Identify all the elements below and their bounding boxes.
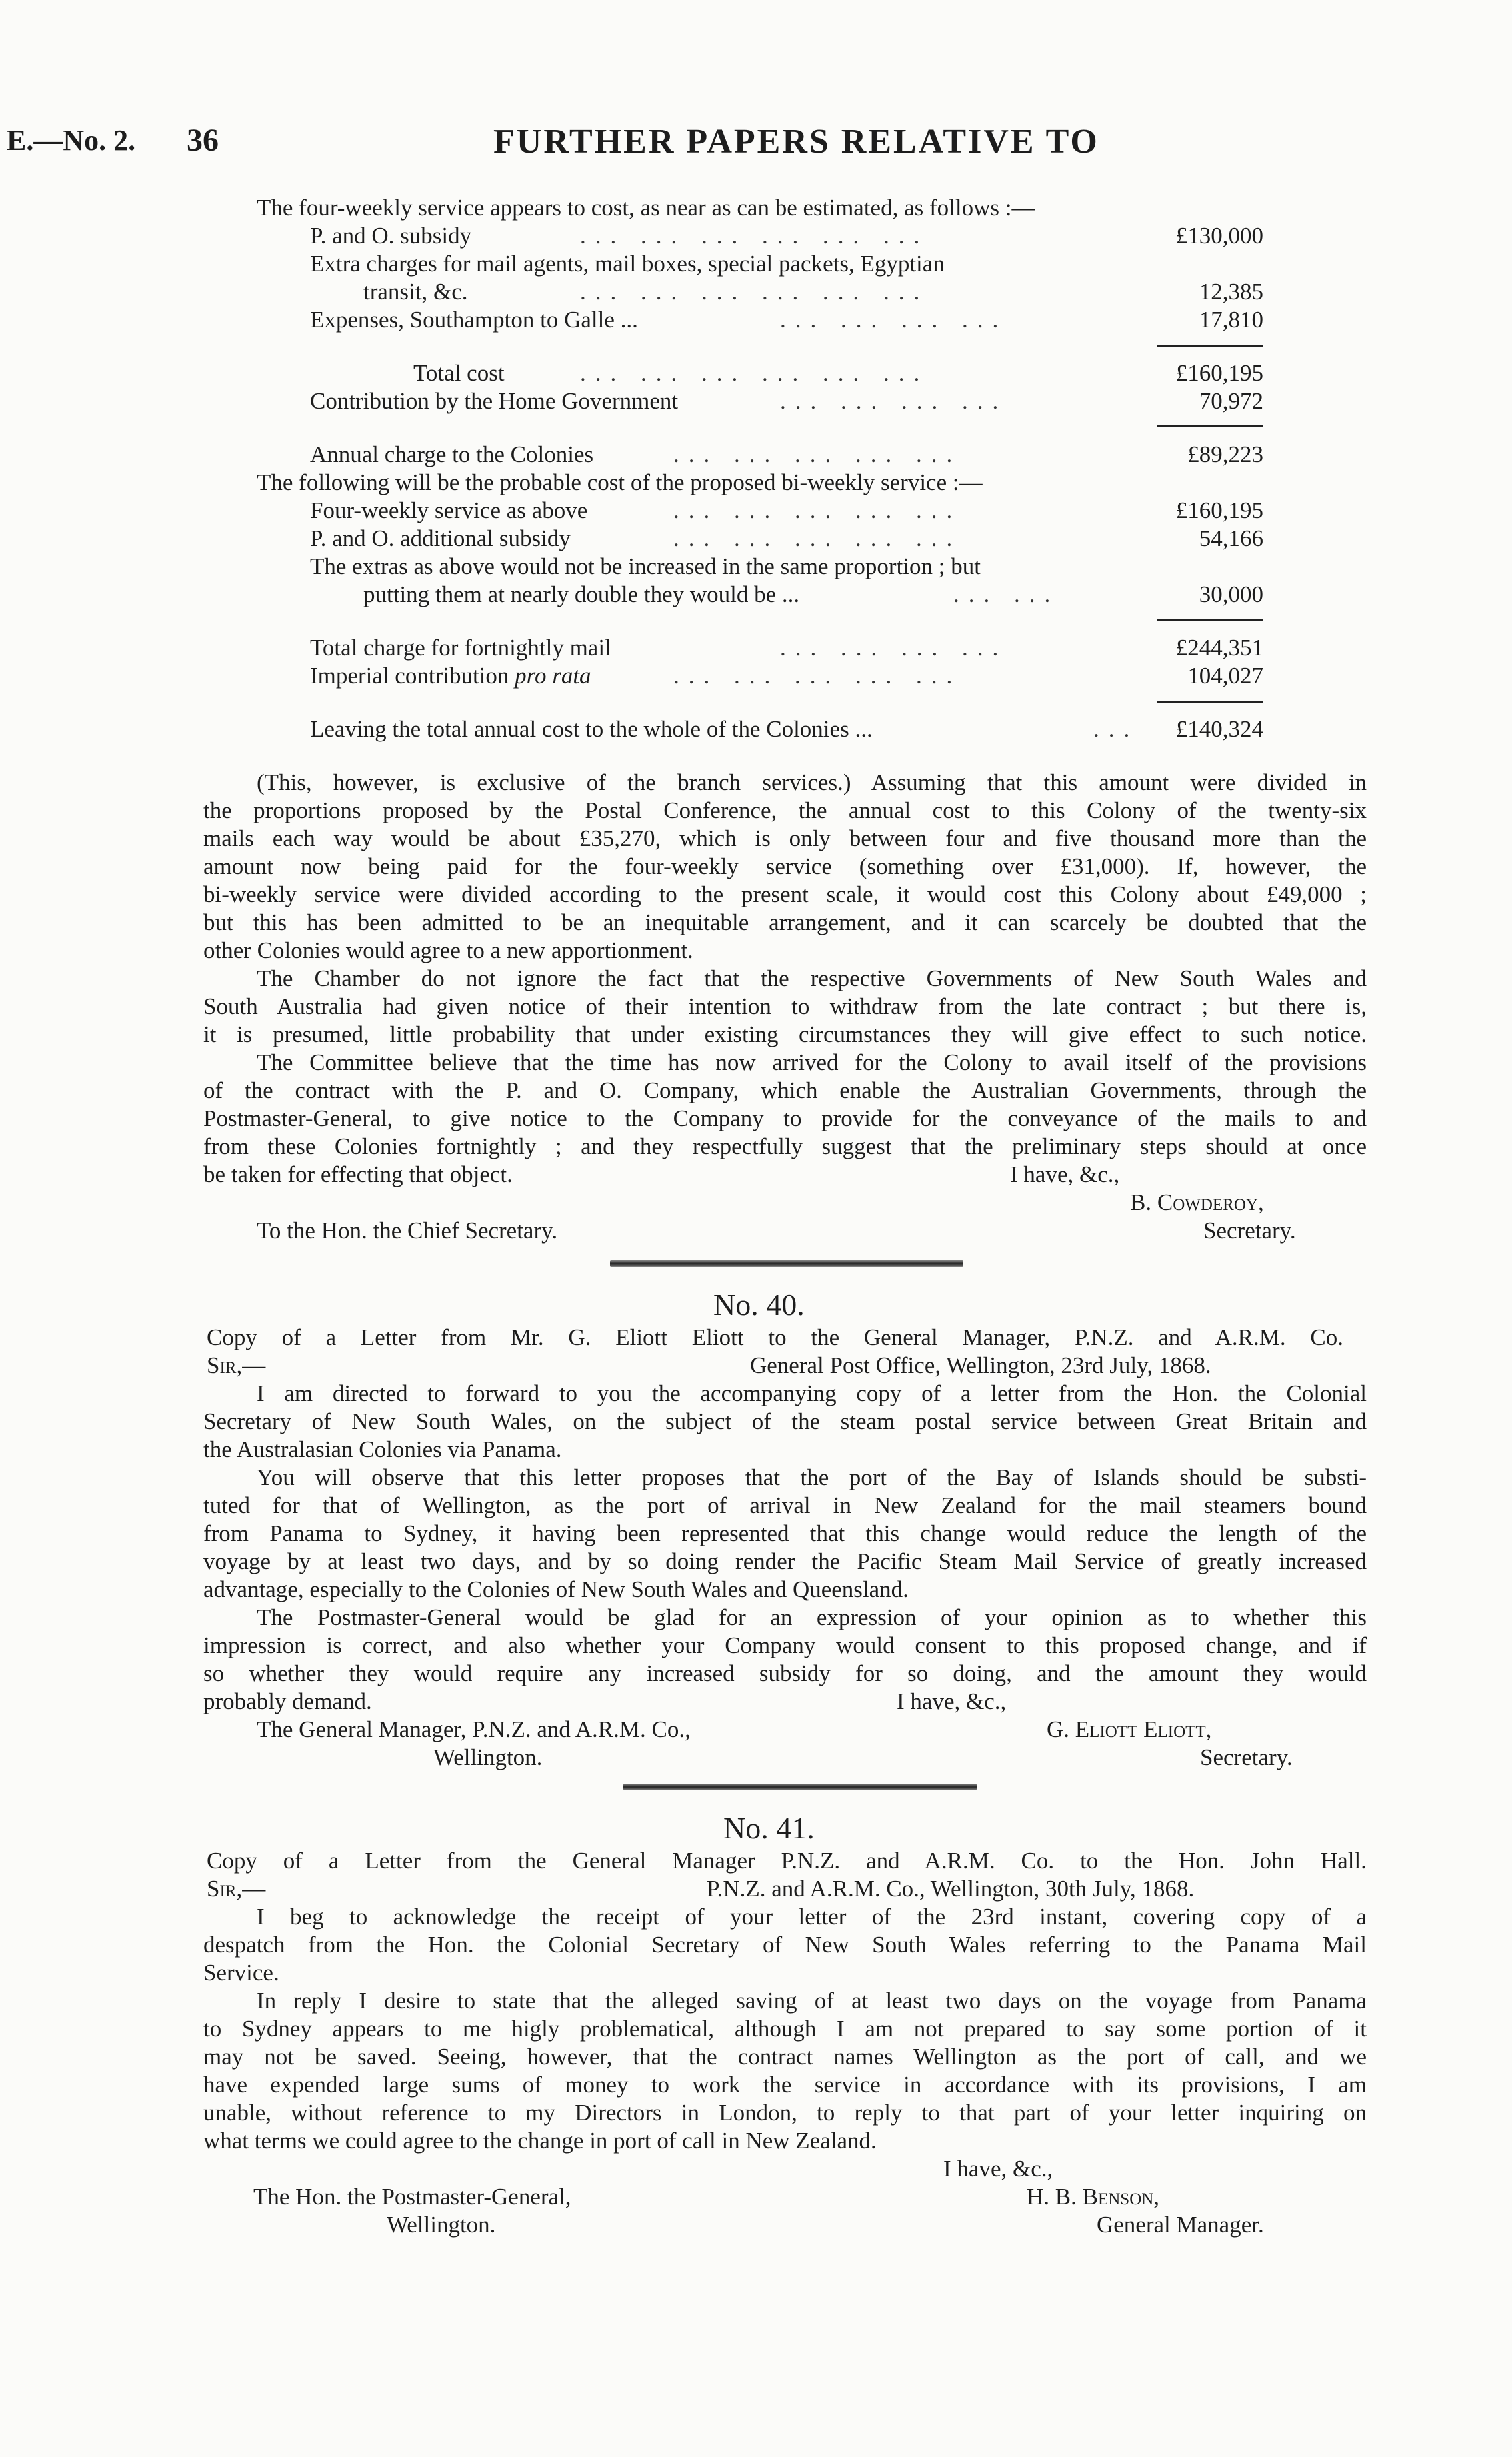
signature-role: Secretary. xyxy=(1203,1217,1296,1244)
body-line: I beg to acknowledge the receipt of your letter of the 23rd instant, covering copy of a xyxy=(257,1904,1367,1930)
body-line: what terms we could agree to the change in port of call in New Zealand. xyxy=(203,2128,877,2154)
body-line: despatch from the Hon. the Colonial Secretary of New South Wales referring to the Panama Mail xyxy=(203,1932,1367,1958)
body-line: Service. xyxy=(203,1960,279,1986)
body-line: Secretary of New South Wales, on the subject of the steam postal service between Great Britain and xyxy=(203,1408,1367,1434)
body-line: You will observe that this letter proposes that the port of the Bay of Islands should be substi- xyxy=(257,1464,1367,1490)
cost-row-label: Four-weekly service as above xyxy=(310,497,588,523)
cost-row-amount: £160,195 xyxy=(1175,497,1263,523)
body-line: bi-weekly service were divided according to the present scale, it would cost this Colony about £49,000 ; xyxy=(203,881,1367,907)
cost-row-label: Contribution by the Home Government xyxy=(310,388,679,414)
body-line: other Colonies would agree to a new apportionment. xyxy=(203,937,693,963)
page-number: 36 xyxy=(187,123,219,158)
cost-row-label: Leaving the total annual cost to the whole of the Colonies ... xyxy=(310,716,873,742)
body-line: advantage, especially to the Colonies of New South Wales and Queensland. xyxy=(203,1576,909,1602)
section-heading: No. 40. xyxy=(713,1288,805,1322)
label-text: Imperial contribution xyxy=(310,663,509,689)
signature-name: G. Eliott Eliott, xyxy=(1047,1716,1212,1742)
cost-row-label: Total charge for fortnightly mail xyxy=(310,635,611,661)
section-separator xyxy=(610,1260,963,1267)
body-line: of the contract with the P. and O. Company, which enable the Australian Governments, through the xyxy=(203,1077,1367,1103)
body-line: The Postmaster-General would be glad for an expression of your opinion as to whether this xyxy=(257,1604,1367,1630)
label-italic: pro rata xyxy=(515,663,591,689)
cost-row-amount: 70,972 xyxy=(1199,388,1263,414)
body-line: from these Colonies fortnightly ; and they respectfully suggest that the preliminary steps should at once xyxy=(203,1133,1367,1159)
sum-rule xyxy=(1157,345,1263,347)
body-line: but this has been admitted to be an inequitable arrangement, and it can scarcely be doubted that the xyxy=(203,909,1367,935)
body-line: so whether they would require any increased subsidy for so doing, and the amount they would xyxy=(203,1660,1367,1686)
leader-dots: ... ... ... ... ... xyxy=(673,663,962,689)
body-line: South Australia had given notice of their intention to withdraw from the late contract ; but there is, xyxy=(203,993,1367,1019)
cost-intro-2: The following will be the probable cost of the proposed bi-weekly service :— xyxy=(257,469,983,495)
addressee: The Hon. the Postmaster-General, xyxy=(253,2184,571,2210)
cost-row-amount: 17,810 xyxy=(1199,307,1263,333)
signature-role: General Manager. xyxy=(1097,2212,1264,2238)
letter-title: Copy of a Letter from the General Manager P.N.Z. and A.R.M. Co. to the Hon. John Hall. xyxy=(207,1848,1367,1874)
cost-row-amount: £89,223 xyxy=(1187,441,1263,467)
body-line: The Chamber do not ignore the fact that the respective Governments of New South Wales and xyxy=(257,965,1367,991)
cost-row-amount: 12,385 xyxy=(1199,279,1263,305)
signature-name: B. Cowderoy, xyxy=(1130,1189,1264,1215)
leader-dots: ... ... ... ... xyxy=(780,307,1008,333)
cost-row-amount: 104,027 xyxy=(1187,663,1263,689)
cost-row-amount: 54,166 xyxy=(1199,525,1263,551)
leader-dots: ... ... ... ... ... xyxy=(673,441,962,467)
body-line: tuted for that of Wellington, as the port of arrival in New Zealand for the mail steamers bound xyxy=(203,1492,1367,1518)
body-line: mails each way would be about £35,270, which is only between four and five thousand more than the xyxy=(203,825,1367,851)
leader-dots: ... ... ... ... ... ... xyxy=(580,360,929,386)
cost-row-label: P. and O. subsidy xyxy=(310,223,472,249)
leader-dots: ... ... ... ... ... xyxy=(673,525,962,551)
body-line: The Committee believe that the time has now arrived for the Colony to avail itself of the provisions xyxy=(257,1049,1367,1075)
sum-rule xyxy=(1157,425,1263,427)
body-line: Postmaster-General, to give notice to the Company to provide for the conveyance of the mails to and xyxy=(203,1105,1367,1131)
addressee-place: Wellington. xyxy=(433,1744,543,1770)
body-line: I am directed to forward to you the accompanying copy of a letter from the Hon. the Colonial xyxy=(257,1380,1367,1406)
body-line: In reply I desire to state that the alleged saving of at least two days on the voyage from Panama xyxy=(257,1988,1367,2014)
cost-row-label: Annual charge to the Colonies xyxy=(310,441,594,467)
cost-row-label: Total cost xyxy=(413,360,505,386)
body-line: be taken for effecting that object. xyxy=(203,1161,513,1187)
leader-dots: ... ... ... ... xyxy=(780,635,1008,661)
body-line: amount now being paid for the four-weekly service (something over £31,000). If, however, the xyxy=(203,853,1367,879)
body-line: (This, however, is exclusive of the branch services.) Assuming that this amount were divided in xyxy=(257,769,1367,795)
body-line: voyage by at least two days, and by so doing render the Pacific Steam Mail Service of greatly increased xyxy=(203,1548,1367,1574)
leader-dots: ... ... ... ... ... ... xyxy=(580,279,929,305)
dateline: P.N.Z. and A.R.M. Co., Wellington, 30th July, 1868. xyxy=(707,1876,1195,1902)
cost-row-amount: £160,195 xyxy=(1175,360,1263,386)
body-line: impression is correct, and also whether your Company would consent to this proposed change, and if xyxy=(203,1632,1367,1658)
addressee: To the Hon. the Chief Secretary. xyxy=(257,1217,558,1244)
body-line: probably demand. xyxy=(203,1688,372,1714)
body-line: to Sydney appears to me higly problematical, although I am not prepared to say some portion of it xyxy=(203,2016,1367,2042)
leader-dots: ... ... ... ... ... xyxy=(673,497,962,523)
letter-title: Copy of a Letter from Mr. G. Eliott Eliott to the General Manager, P.N.Z. and A.R.M. Co. xyxy=(207,1324,1343,1350)
cost-row-label: P. and O. additional subsidy xyxy=(310,525,571,551)
leader-dots: ... ... ... ... xyxy=(780,388,1008,414)
page-title: FURTHER PAPERS RELATIVE TO xyxy=(493,123,1099,161)
addressee: The General Manager, P.N.Z. and A.R.M. Co., xyxy=(257,1716,691,1742)
cost-row-amount: £140,324 xyxy=(1175,716,1263,742)
salutation: Sir,— xyxy=(207,1352,266,1378)
cost-intro: The four-weekly service appears to cost, as near as can be estimated, as follows :— xyxy=(257,195,1035,221)
dateline: General Post Office, Wellington, 23rd July, 1868. xyxy=(750,1352,1211,1378)
signature-name: H. B. Benson, xyxy=(1027,2184,1160,2210)
body-line: have expended large sums of money to work the service in accordance with its provisions, I am xyxy=(203,2072,1367,2098)
leader-dots: ... ... ... ... ... ... xyxy=(580,223,929,249)
body-line: the Australasian Colonies via Panama. xyxy=(203,1436,562,1462)
leader-dots: ... xyxy=(1093,716,1139,742)
addressee-place: Wellington. xyxy=(387,2212,496,2238)
closing: I have, &c., xyxy=(943,2156,1053,2182)
sum-rule xyxy=(1157,619,1263,621)
salutation: Sir,— xyxy=(207,1876,266,1902)
cost-row-label xyxy=(310,662,591,690)
cost-row-label: The extras as above would not be increased in the same proportion ; but xyxy=(310,553,981,579)
closing: I have, &c., xyxy=(897,1688,1007,1714)
cost-row-label: Extra charges for mail agents, mail boxes, special packets, Egyptian xyxy=(310,251,945,277)
document-reference: E.—No. 2. xyxy=(7,124,136,157)
body-line: from Panama to Sydney, it having been represented that this change would reduce the length of the xyxy=(203,1520,1367,1546)
body-line: unable, without reference to my Directors in London, to reply to that part of your letter inquiring on xyxy=(203,2100,1367,2126)
cost-row-amount: £244,351 xyxy=(1175,635,1263,661)
body-line: may not be saved. Seeing, however, that the contract names Wellington as the port of call, and we xyxy=(203,2044,1367,2070)
cost-row-label: Expenses, Southampton to Galle ... xyxy=(310,307,638,333)
body-line: the proportions proposed by the Postal Conference, the annual cost to this Colony of the twenty-six xyxy=(203,797,1367,823)
cost-row-label: transit, &c. xyxy=(363,279,468,305)
body-line: it is presumed, little probability that under existing circumstances they will give effect to such notice. xyxy=(203,1021,1367,1047)
cost-row-amount: £130,000 xyxy=(1175,223,1263,249)
section-heading: No. 41. xyxy=(723,1811,815,1845)
section-separator xyxy=(623,1784,977,1790)
cost-row-amount: 30,000 xyxy=(1199,581,1263,607)
sum-rule xyxy=(1157,701,1263,703)
closing: I have, &c., xyxy=(1010,1161,1120,1187)
leader-dots: ... ... xyxy=(953,581,1060,607)
cost-row-label: putting them at nearly double they would be ... xyxy=(363,581,800,607)
signature-role: Secretary. xyxy=(1200,1744,1293,1770)
